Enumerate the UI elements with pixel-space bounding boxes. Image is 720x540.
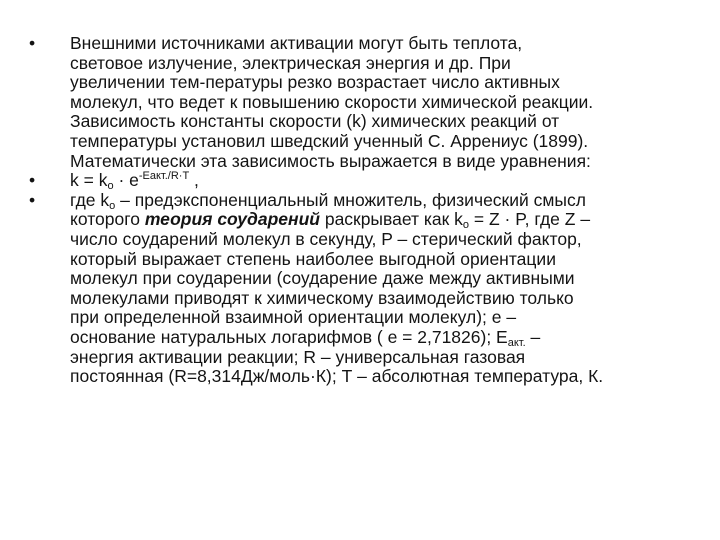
bullet-list <box>26 34 702 387</box>
arrhenius-formula <box>70 171 702 191</box>
eakt-subscript: акт. <box>507 336 526 349</box>
text-line <box>70 328 702 348</box>
text-line: число соударений молекул в секунду, P – стерический фактор, <box>70 228 582 249</box>
text-segment: – <box>525 326 541 347</box>
text-line: постоянная (R=8,314Дж/моль·К); Т – абсолютная температура, К. <box>70 366 604 387</box>
text-line: молекул, что ведет к повышению скорости химической реакции. <box>70 91 594 112</box>
text-line: световое излучение, электрическая энергия и др. При <box>70 52 511 73</box>
text-line <box>70 210 702 230</box>
text-line: температуры установил шведский ученный С. Аррениус (1899). <box>70 130 589 151</box>
text-segment: которого <box>70 209 145 230</box>
text-line: при определенной взаимной ориентации молекул); e – <box>70 307 517 328</box>
formula-dot-e: · e <box>113 170 139 191</box>
formula-k-equals: k = k <box>70 170 108 191</box>
text-line: Математически эта зависимость выражается в виде уравнения: <box>70 150 591 171</box>
text-line: Внешними источниками активации могут быть теплота, <box>70 33 523 53</box>
text-line: молекул при соударении (соударение даже между активными <box>70 268 575 289</box>
text-line: Зависимость константы скорости (k) химических реакций от <box>70 111 560 132</box>
formula-exponent: -Eакт./R·T <box>138 170 190 183</box>
k0-subscript: o <box>109 199 116 212</box>
text-segment: раскрывает как k <box>319 209 463 230</box>
bullet-arrhenius-equation <box>26 171 702 191</box>
bullet-activation-sources <box>26 34 702 171</box>
text-line: увеличении тем-пературы резко возрастает число активных <box>70 72 560 93</box>
formula-tail: , <box>189 170 199 191</box>
text-line <box>70 191 702 211</box>
text-line: энергия активации реакции; R – универсальная газовая <box>70 346 526 367</box>
bullet-dot-icon: • <box>29 189 36 210</box>
bullet-definitions <box>26 191 702 387</box>
text-segment: где k <box>70 189 110 210</box>
bullet-dot-icon: • <box>29 33 36 53</box>
text-segment: основание натуральных логарифмов ( e = 2,71826); E <box>70 326 508 347</box>
text-segment: – предэкспоненциальный множитель, физический смысл <box>115 189 586 210</box>
text-line: молекулами приводят к химическому взаимодействию только <box>70 287 574 308</box>
k0-subscript: o <box>462 219 470 232</box>
text-line: который выражает степень наиболее выгодной ориентации <box>70 248 556 269</box>
text-segment: = Z · P, где Z – <box>469 209 591 230</box>
bullet-dot-icon: • <box>29 170 36 191</box>
collision-theory-term: теория соударений <box>144 209 320 230</box>
formula-k0-subscript: o <box>107 180 114 193</box>
